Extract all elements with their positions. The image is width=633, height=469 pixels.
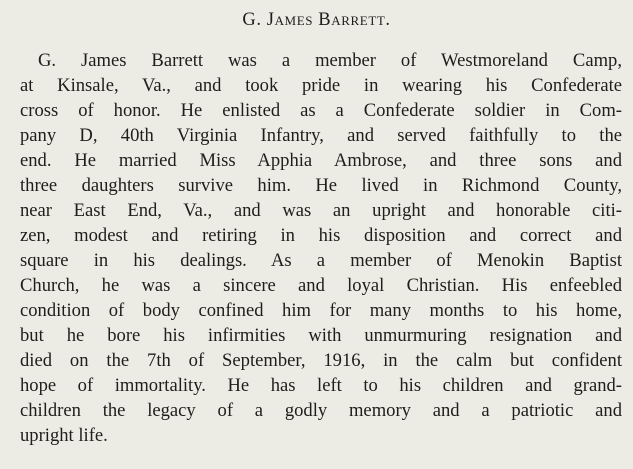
text-line: children the legacy of a godly memory and a patriotic and xyxy=(20,400,622,421)
text-line: at Kinsale, Va., and took pride in wearing his Confederate xyxy=(20,75,622,96)
text-line: pany D, 40th Virginia Infantry, and served faithfully to the xyxy=(20,125,622,146)
text-line: square in his dealings. As a member of Menokin Baptist xyxy=(20,250,622,271)
text-line: near East End, Va., and was an upright and honorable citi- xyxy=(20,200,622,221)
text-line: G. James Barrett was a member of Westmoreland Camp, xyxy=(38,50,622,71)
text-line: hope of immortality. He has left to his children and grand- xyxy=(20,375,622,396)
text-line: but he bore his infirmities with unmurmuring resignation and xyxy=(20,325,622,346)
obituary-paragraph xyxy=(20,48,622,448)
text-line: three daughters survive him. He lived in Richmond County, xyxy=(20,175,622,196)
text-line: zen, modest and retiring in his disposition and correct and xyxy=(20,225,622,246)
text-line: died on the 7th of September, 1916, in the calm but confident xyxy=(20,350,622,371)
text-line: condition of body confined him for many months to his home, xyxy=(20,300,622,321)
obituary-title: G. James Barrett. xyxy=(242,10,391,30)
text-line: end. He married Miss Apphia Ambrose, and three sons and xyxy=(20,150,622,171)
text-line: Church, he was a sincere and loyal Christian. His enfeebled xyxy=(20,275,622,296)
text-line: cross of honor. He enlisted as a Confederate soldier in Com- xyxy=(20,100,622,121)
text-line: upright life. xyxy=(20,425,108,446)
